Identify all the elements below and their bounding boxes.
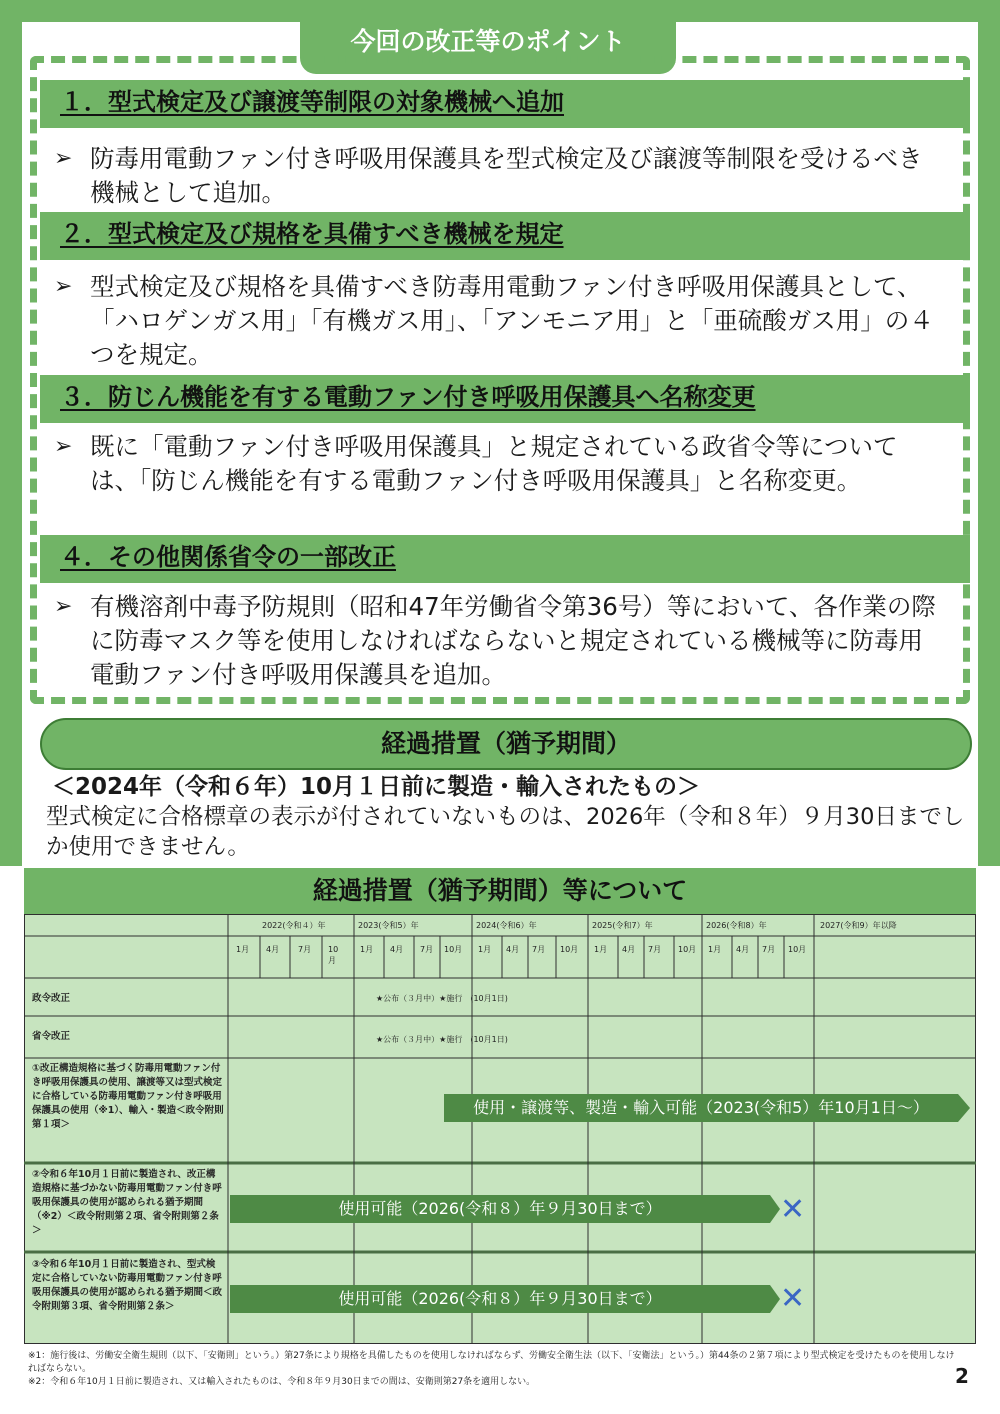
month-label: 1月 xyxy=(236,945,250,954)
year-2026: 2026(令和8）年 xyxy=(706,921,767,930)
band-row-1: 使用・譲渡等、製造・輸入可能（2023(令和5）年10月1日～） xyxy=(473,1098,929,1117)
header-title: 今回の改正等のポイント xyxy=(300,14,676,74)
month-label: 7月 xyxy=(420,945,434,954)
month-label: 10月 xyxy=(560,945,579,954)
footnote-1: ※1：施行後は、労働安全衛生規則（以下、「安衛則」という。）第27条により規格を具備したものを使用しなければならず、労働安全衛生法（以下、「安衛法」という。）第44条の２第７項により型式検定を受けたものを使用しなければならない。 xyxy=(28,1351,955,1374)
row-label-1: ①改正構造規格に基づく防毒用電動ファン付き呼吸用保護具の使用、譲渡等又は型式検定に合格している防毒用電動ファン付き呼吸用保護具の使用（※1）、輸入・製造＜政令附則第１項＞ xyxy=(32,1063,224,1130)
event-cabinet-order: ★公布（３月中）★施行 (10月1日) xyxy=(376,994,508,1003)
section-4-heading: ４．その他関係省令の一部改正 xyxy=(40,535,970,579)
arrow-bullet-icon: ➢ xyxy=(54,594,73,619)
month-label: 7月 xyxy=(648,945,662,954)
page-number: 2 xyxy=(955,1364,969,1388)
month-label: 1月 xyxy=(708,945,722,954)
month-label: 10月 xyxy=(788,945,807,954)
year-2025: 2025(令和7）年 xyxy=(592,921,653,930)
arrow-bullet-icon: ➢ xyxy=(54,274,73,299)
month-label: 7月 xyxy=(762,945,776,954)
year-2022: 2022(令和４）年 xyxy=(262,921,326,930)
year-2023: 2023(令和5）年 xyxy=(358,921,419,930)
month-label: 7月 xyxy=(298,945,312,954)
month-label: 4月 xyxy=(390,945,404,954)
year-2024: 2024(令和6）年 xyxy=(476,921,537,930)
month-label: 10月 xyxy=(678,945,697,954)
schedule-table xyxy=(24,914,976,1344)
section-2-bullet: ➢ 型式検定及び規格を具備すべき防毒用電動ファン付き呼吸用保護具として、「ハロゲンガス用」「有機ガス用」、「アンモニア用」と「亜硫酸ガス用」の４つを規定。 xyxy=(54,272,934,369)
transition-title: 経過措置（猶予期間） xyxy=(40,718,972,770)
row-label-ministerial-order: 省令改正 xyxy=(32,1031,71,1042)
section-1-bullet: ➢ 防毒用電動ファン付き呼吸用保護具を型式検定及び譲渡等制限を受けるべき機械として追加。 xyxy=(54,144,923,207)
footnotes xyxy=(28,1350,958,1389)
section-1-rule xyxy=(40,124,970,128)
arrow-bullet-icon: ➢ xyxy=(54,434,73,459)
section-2-rule xyxy=(40,256,970,260)
month-label: 7月 xyxy=(532,945,546,954)
row-label-3: ③令和６年10月１日前に製造され、型式検定に合格していない防毒用電動ファン付き呼吸用保護具の使用が認められる猶予期間＜政令附則第３項、省令附則第２条＞ xyxy=(32,1259,223,1312)
section-3-rule xyxy=(40,419,970,423)
band-row-2: 使用可能（2026(令和８）年９月30日まで） xyxy=(338,1199,662,1218)
event-ministerial-order: ★公布（３月中）★施行 (10月1日) xyxy=(376,1035,508,1044)
month-label: 4月 xyxy=(506,945,520,954)
band-row-3: 使用可能（2026(令和８）年９月30日まで） xyxy=(338,1289,662,1308)
row-label-cabinet-order: 政令改正 xyxy=(32,993,71,1004)
month-label: 1月 xyxy=(360,945,374,954)
month-label: 4月 xyxy=(266,945,280,954)
section-4-rule xyxy=(40,579,970,583)
section-3-bullet: ➢ 既に「電動ファン付き呼吸用保護具」と規定されている政省令等については、「防じん機能を有する電動ファン付き呼吸用保護具」と名称変更。 xyxy=(54,432,898,495)
footnote-2: ※2：令和６年10月１日前に製造され、又は輸入されたものは、令和８年９月30日までの間は、安衛則第27条を適用しない。 xyxy=(28,1377,536,1387)
end-x-icon: ✕ xyxy=(780,1281,806,1316)
month-label: 1月 xyxy=(594,945,608,954)
transition-text: 型式検定に合格標章の表示が付されていないものは、2026年（令和８年）９月30日までしか使用できません。 xyxy=(46,804,965,860)
month-label: 4月 xyxy=(622,945,636,954)
end-x-icon: ✕ xyxy=(780,1192,806,1227)
section-4-bullet: ➢ 有機溶剤中毒予防規則（昭和47年労働省令第36号）等において、各作業の際に防毒マスク等を使用しなければならないと規定されている機械等に防毒用電動ファン付き呼吸用保護具を追加。 xyxy=(54,592,936,689)
year-2027: 2027(令和9）年以降 xyxy=(820,921,897,930)
table-title: 経過措置（猶予期間）等について xyxy=(24,868,976,914)
month-label: 10月 xyxy=(444,945,463,954)
row-label-2: ②令和６年10月１日前に製造され、改正構造規格に基づかない防毒用電動ファン付き呼吸用保護具の使用が認められる猶予期間（※2）＜政令附則第２項、省令附則第２条＞ xyxy=(32,1169,222,1236)
section-2-heading: ２．型式検定及び規格を具備すべき機械を規定 xyxy=(40,212,970,256)
section-1-heading: １．型式検定及び譲渡等制限の対象機械へ追加 xyxy=(40,80,970,124)
transition-subheading: ＜2024年（令和６年）10月１日前に製造・輸入されたもの＞ xyxy=(52,774,701,800)
month-label: 4月 xyxy=(736,945,750,954)
section-3-heading: ３．防じん機能を有する電動ファン付き呼吸用保護具へ名称変更 xyxy=(40,375,970,419)
month-label: 1月 xyxy=(478,945,492,954)
arrow-bullet-icon: ➢ xyxy=(54,146,73,171)
month-label: 10月 xyxy=(328,945,339,965)
